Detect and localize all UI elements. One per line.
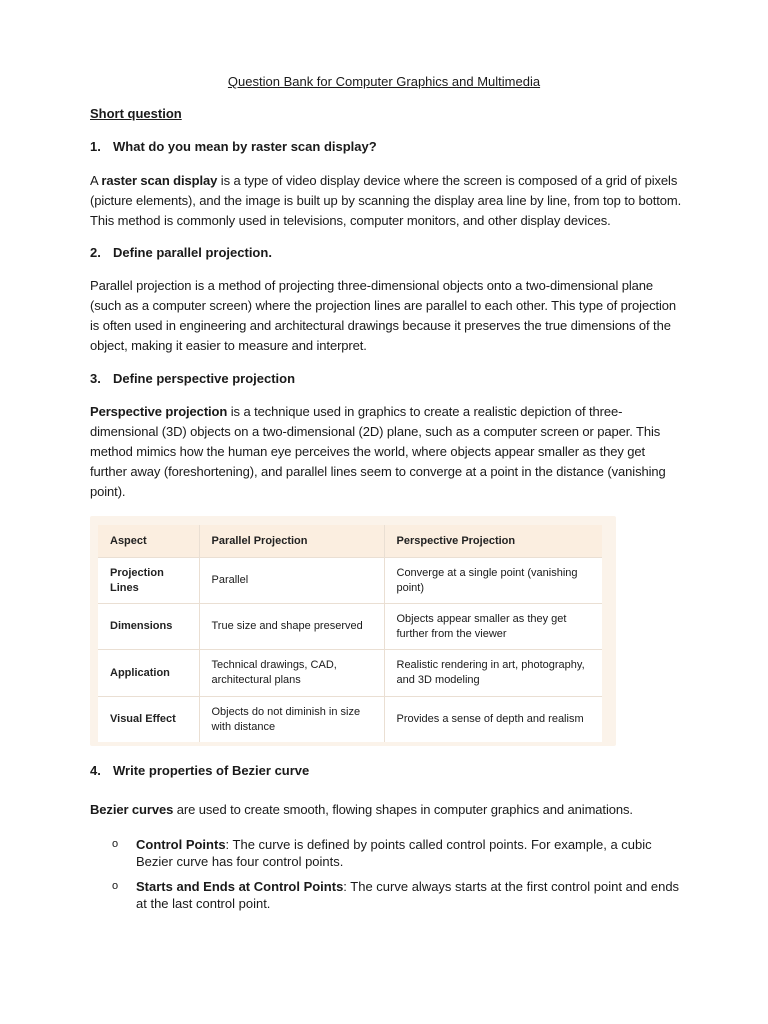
document-title: Question Bank for Computer Graphics and Multimedia [227, 74, 541, 89]
answer-text: A [90, 173, 102, 188]
question-number: 3. [90, 371, 101, 386]
table-cell: Objects do not diminish in size with distance [199, 697, 384, 743]
bullet-term: Control Points [136, 837, 226, 852]
bullet-term: Starts and Ends at Control Points [136, 879, 344, 894]
comparison-table [98, 525, 602, 742]
header-parallel: Parallel Projection [199, 525, 384, 558]
answer-1 [90, 171, 682, 231]
list-item [90, 836, 682, 870]
answer-2: Parallel projection is a method of projecting three-dimensional objects onto a two-dimensional plane (such as a computer screen) where the projection lines are parallel to each other. This type of projection is often used in engineering and architectural drawings because it preserves the true dimensions of the object, making it easier to measure and interpret. [90, 278, 677, 353]
answer-text: is a technique used in graphics to create a realistic depiction of three-dimensional (3D) objects on a two-dimensional (2D) plane, such as a computer screen or paper. This method mimics how the human eye perceives the world, where objects appear smaller as they get further away (foreshortening), and parallel lines seem to converge at a point in the distance (vanishing point). [90, 404, 666, 499]
question-4 [90, 763, 309, 778]
question-1 [90, 139, 377, 154]
question-number: 4. [90, 763, 101, 778]
bullet-marker: o [112, 880, 119, 892]
header-aspect: Aspect [98, 525, 199, 558]
bullet-text: : The curve always starts at the first control point and ends at the last control point. [136, 879, 680, 911]
table-cell-aspect: Dimensions [98, 604, 199, 650]
question-3 [90, 371, 295, 386]
table-row [98, 558, 602, 604]
table-cell: Objects appear smaller as they get further from the viewer [384, 604, 602, 650]
key-term: Perspective projection [90, 404, 228, 419]
question-2 [90, 245, 272, 260]
answer-text: are used to create smooth, flowing shapes in computer graphics and animations. [173, 802, 633, 817]
question-text: What do you mean by raster scan display? [113, 139, 377, 154]
table-cell-aspect: Application [98, 650, 199, 697]
question-number: 2. [90, 245, 101, 260]
table-cell: Parallel [199, 558, 384, 604]
table-row [98, 650, 602, 697]
answer-text: is a type of video display device where the screen is composed of a grid of pixels (picture elements), and the image is built up by scanning the display area line by line, from top to bottom. This method is commonly used in televisions, computer monitors, and other display devices. [90, 173, 682, 228]
question-text: Define perspective projection [113, 371, 296, 386]
comparison-table-image [90, 516, 616, 746]
table-cell: Realistic rendering in art, photography, and 3D modeling [384, 650, 602, 697]
table-cell: Technical drawings, CAD, architectural plans [199, 650, 384, 697]
table-cell: True size and shape preserved [199, 604, 384, 650]
table-cell: Provides a sense of depth and realism [396, 713, 584, 725]
bullet-marker: o [112, 838, 119, 850]
table-cell: Converge at a single point (vanishing point) [384, 558, 602, 604]
table-header-row [98, 525, 602, 558]
question-text: Write properties of Bezier curve [113, 763, 310, 778]
table-row [98, 697, 602, 743]
bullet-text: : The curve is defined by points called control points. For example, a cubic Bezier curve has four control points. [136, 837, 652, 869]
key-term: Bezier curves [90, 802, 174, 817]
table-row [98, 604, 602, 650]
section-heading: Short question [90, 106, 182, 121]
answer-4 [90, 800, 682, 820]
question-number: 1. [90, 139, 101, 154]
answer-3 [90, 402, 682, 502]
key-term: raster scan display [101, 173, 218, 188]
header-perspective: Perspective Projection [384, 525, 602, 558]
list-item [90, 878, 682, 912]
table-cell-aspect: Visual Effect [98, 697, 199, 743]
question-text: Define parallel projection. [113, 245, 272, 260]
table-cell-aspect: Projection Lines [98, 558, 199, 604]
